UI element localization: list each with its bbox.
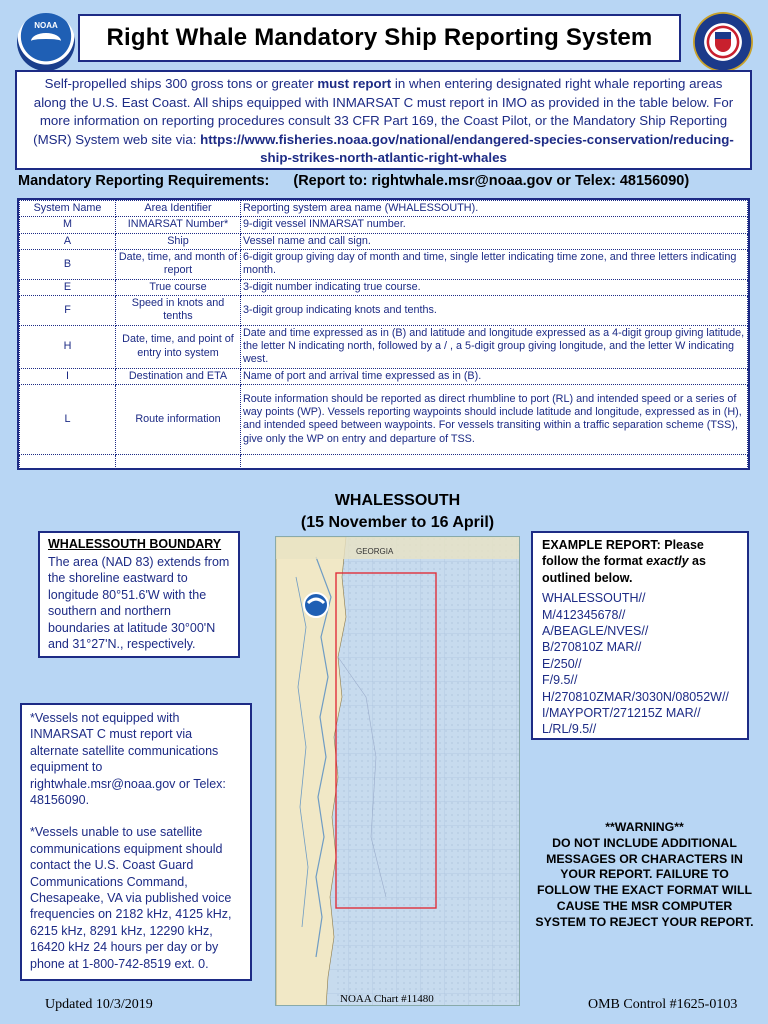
table-cell-description: Name of port and arrival time expressed as in (B). (241, 368, 748, 384)
table-cell-description: Reporting system area name (WHALESSOUTH). (241, 201, 748, 217)
table-cell-code: B (20, 249, 116, 279)
table-cell-description: Vessel name and call sign. (241, 233, 748, 249)
example-line: M/412345678// (542, 607, 626, 622)
table-row (20, 368, 748, 384)
note-inmarsat: *Vessels not equipped with INMARSAT C must report via alternate satellite communications equipment to rightwhale.msr@noaa.gov or Telex: 48156090. (30, 711, 226, 808)
table-cell-identifier: Speed in knots and tenths (116, 296, 241, 326)
table-row (20, 296, 748, 326)
table-cell-description: 9-digit vessel INMARSAT number. (241, 217, 748, 233)
warning-text: DO NOT INCLUDE ADDITIONAL MESSAGES OR CHARACTERS IN YOUR REPORT. FAILURE TO FOLLOW THE EXACT FORMAT WILL CAUSE THE MSR COMPUTER SYSTEM TO REJECT YOUR REPORT. (535, 835, 754, 929)
page-title: Right Whale Mandatory Ship Reporting System (106, 24, 653, 51)
boundary-text: The area (NAD 83) extends from the shoreline eastward to longitude 80°51.6'W with the southern and northern boundaries at latitude 30°00'N and 31°27'N., respectively. (48, 554, 230, 651)
example-line: H/270810ZMAR/3030N/08052W// (542, 689, 729, 704)
table-cell-description: Date and time expressed as in (B) and latitude and longitude expressed as a 4-digit group giving latitude, the letter N indicating north, followed by a / , a 5-digit group giving longitude, and the letter W indicating west. (241, 325, 748, 368)
example-line: F/9.5// (542, 673, 578, 688)
map-state-label: GEORGIA (356, 547, 394, 556)
table-cell-code (20, 454, 116, 468)
warning-title: **WARNING** (605, 820, 684, 834)
table-row (20, 454, 748, 468)
example-line: E/250// (542, 656, 582, 671)
requirements-header (18, 173, 758, 189)
table-cell-code: E (20, 279, 116, 295)
shield-icon (715, 32, 731, 52)
chart-map (275, 536, 520, 1006)
table-row (20, 384, 748, 454)
uscg-seal-logo (693, 12, 753, 72)
table-cell-identifier: Ship (116, 233, 241, 249)
note-satellite: *Vessels unable to use satellite communications equipment should contact the U.S. Coast Guard Communications Command, Chesapeake, VA via published voice frequencies on 2182 kHz, 4125 kHz, 6215 kHz, 8291 kHz, 12290 kHz, 16420 kHz 24 hours per day or by phone at 1-800-742-8519 ext. 0. (30, 825, 232, 971)
table-row (20, 217, 748, 233)
table-row (20, 279, 748, 295)
table-cell-identifier: Route information (116, 384, 241, 454)
example-line: WHALESSOUTH// (542, 591, 646, 606)
map-noaa-icon (304, 593, 328, 617)
intro-text-1: Self-propelled ships 300 gross tons or greater (44, 76, 318, 91)
intro-must-report: must report (317, 76, 392, 91)
notes-box (20, 703, 252, 981)
table-cell-identifier (116, 454, 241, 468)
table-cell-identifier: True course (116, 279, 241, 295)
requirements-label: Mandatory Reporting Requirements: (18, 173, 270, 189)
table-cell-identifier: INMARSAT Number* (116, 217, 241, 233)
footer-chart: NOAA Chart #11480 (340, 993, 434, 1005)
example-line: I/MAYPORT/271215Z MAR// (542, 706, 701, 721)
requirements-table (17, 198, 750, 470)
noaa-logo-text: NOAA (34, 21, 58, 30)
table-cell-description: 3-digit number indicating true course. (241, 279, 748, 295)
region-period: (15 November to 16 April) (300, 514, 495, 531)
noaa-bird-icon (31, 33, 61, 49)
boundary-heading: WHALESSOUTH BOUNDARY (48, 537, 222, 551)
table-cell-identifier: Area Identifier (116, 201, 241, 217)
table-cell-description: Route information should be reported as direct rhumbline to port (RL) and intended speed or a series of way points (WP). Vessels reporting waypoints should include latitude and longitude, expressed as in (H), and intended speed between waypoints. For vessels transiting within a traffic separation scheme (TSS), give only the WP on entry and departure of TSS. (241, 384, 748, 454)
table-cell-identifier: Date, time, and point of entry into system (116, 325, 241, 368)
table-cell-identifier: Destination and ETA (116, 368, 241, 384)
boundary-box (38, 531, 240, 658)
table-row (20, 233, 748, 249)
example-line: L/RL/9.5// (542, 722, 597, 737)
table-cell-description: 6-digit group giving day of month and time, single letter indicating time zone, and three letters indicating month. (241, 249, 748, 279)
table-cell-code: F (20, 296, 116, 326)
table-row (20, 325, 748, 368)
table-cell-code: L (20, 384, 116, 454)
table-cell-code: I (20, 368, 116, 384)
example-line: A/BEAGLE/NVES// (542, 624, 649, 639)
intro-link[interactable]: https://www.fisheries.noaa.gov/national/endangered-species-conservation/reducing-ship-strikes-north-atlantic-right-whales (200, 131, 734, 165)
table-cell-code: System Name (20, 201, 116, 217)
table-cell-code: M (20, 217, 116, 233)
footer-updated: Updated 10/3/2019 (45, 997, 153, 1012)
noaa-logo (17, 13, 75, 71)
requirements-report-to: (Report to: rightwhale.msr@noaa.gov or Telex: 48156090) (293, 173, 690, 189)
example-line: B/270810Z MAR// (542, 640, 642, 655)
table-row (20, 249, 748, 279)
example-lines (542, 590, 738, 738)
intro-box (15, 70, 752, 170)
example-report-box (531, 531, 749, 740)
region-title (275, 490, 520, 534)
title-box (78, 14, 681, 62)
table-row (20, 201, 748, 217)
warning-notice (532, 820, 757, 931)
table-cell-description: 3-digit group indicating knots and tenths. (241, 296, 748, 326)
table-cell-code: H (20, 325, 116, 368)
table-cell-code: A (20, 233, 116, 249)
intro-text-2: in when entering designated right whale reporting areas along the U.S. East Coast. All ships equipped with INMARSAT C must report in IMO as provided in the table below. For more information on reporting procedures consult 33 CFR Part 169, the Coast Pilot, or the Mandatory Ship Reporting (MSR) System web site via: (33, 76, 734, 147)
table-cell-description (241, 454, 748, 468)
map-graphic (276, 537, 520, 1006)
example-heading: EXAMPLE REPORT: Please follow the format exactly as outlined below. (542, 538, 706, 585)
table-cell-identifier: Date, time, and month of report (116, 249, 241, 279)
footer-omb: OMB Control #1625-0103 (588, 997, 738, 1012)
region-name: WHALESSOUTH (334, 492, 461, 509)
